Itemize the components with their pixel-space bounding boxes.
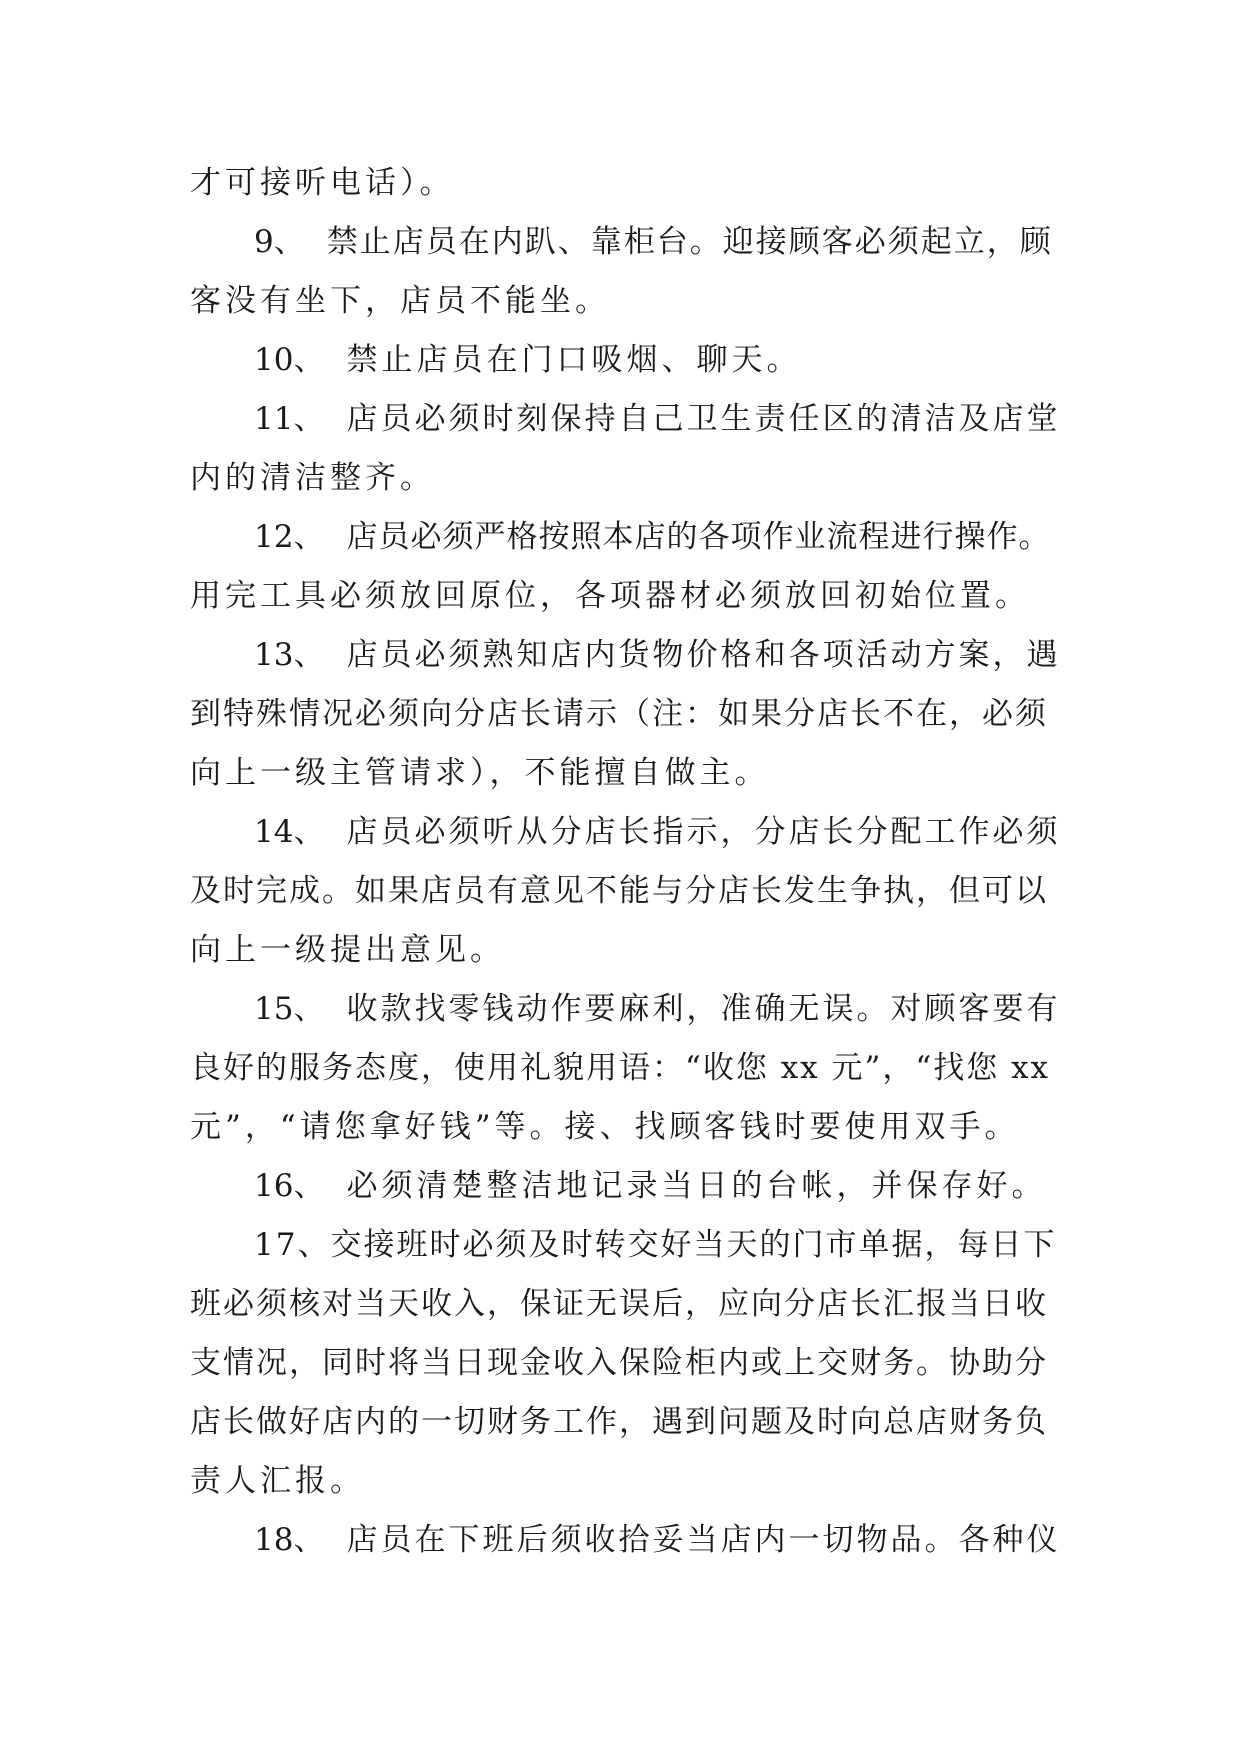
list-item-13 [254,635,1060,675]
line-text: 向上一级提出意见。 [190,932,505,968]
list-item-10 [254,340,801,380]
line-text: 客没有坐下，店员不能坐。 [190,283,610,319]
line-text: 17、交接班时必须及时转交好当天的门市单据，每日下 [254,1227,1057,1263]
line-text: 到特殊情况必须向分店长请示（注：如果分店长不在，必须 [190,696,1048,732]
line-text: 良好的服务态度，使用礼貌用语：“收您 xx 元”，“找您 xx [190,1050,1051,1086]
text-line [190,458,435,498]
list-item-18 [254,1520,1060,1560]
item-number: 10、 [254,342,325,378]
line-text: 用完工具必须放回原位，各项器材必须放回初始位置。 [190,578,1030,614]
text-line [190,753,770,793]
item-number: 13、 [254,637,325,673]
line-text: 店员在下班后须收拾妥当店内一切物品。各种仪 [346,1522,1061,1558]
text-line [190,1402,1048,1442]
list-item-12 [254,517,1050,557]
line-text: 店长做好店内的一切财务工作，遇到问题及时向总店财务负 [190,1404,1048,1440]
text-line [190,1107,1020,1147]
line-text: 收款找零钱动作要麻利，准确无误。对顾客要有 [346,991,1061,1027]
item-number: 16、 [254,1168,325,1204]
line-text: 店员必须听从分店长指示，分店长分配工作必须 [346,814,1061,850]
item-number: 18、 [254,1522,325,1558]
text-line [190,1048,1050,1088]
text-line [190,871,1048,911]
item-number: 14、 [254,814,325,850]
list-item-16 [254,1166,1046,1206]
line-text: 内的清洁整齐。 [190,460,435,496]
text-line [190,163,455,203]
line-text: 必须清楚整洁地记录当日的台帐，并保存好。 [346,1168,1047,1204]
line-text: 支情况，同时将当日现金收入保险柜内或上交财务。协助分 [190,1345,1048,1381]
line-text: 班必须核对当天收入，保证无误后，应向分店长汇报当日收 [190,1286,1048,1322]
text-line [190,576,1030,616]
line-text: 及时完成。如果店员有意见不能与分店长发生争执，但可以 [190,873,1048,909]
line-text: 店员必须熟知店内货物价格和各项活动方案，遇 [346,637,1061,673]
line-text: 向上一级主管请求），不能擅自做主。 [190,755,770,791]
text-line [190,1343,1048,1383]
text-line [190,1284,1048,1324]
list-item-17 [254,1225,1056,1265]
item-number: 12、 [254,519,325,555]
item-number: 15、 [254,991,325,1027]
item-number: 11、 [254,401,325,437]
line-text: 才可接听电话）。 [190,165,455,201]
list-item-14 [254,812,1060,852]
text-line [190,1461,365,1501]
list-item-11 [254,399,1060,439]
list-item-9 [254,222,1053,262]
line-text: 禁止店员在门口吸烟、聊天。 [346,342,802,378]
line-text: 元”，“请您拿好钱”等。接、找顾客钱时要使用双手。 [190,1109,1020,1145]
list-item-15 [254,989,1060,1029]
text-line [190,694,1048,734]
text-line [190,930,505,970]
line-text: 店员必须严格按照本店的各项作业流程进行操作。 [346,519,1051,555]
item-number: 9、 [254,224,305,260]
text-line [190,281,610,321]
line-text: 责人汇报。 [190,1463,365,1499]
line-text: 禁止店员在内趴、靠柜台。迎接顾客必须起立，顾 [326,224,1053,260]
line-text: 店员必须时刻保持自己卫生责任区的清洁及店堂 [346,401,1061,437]
